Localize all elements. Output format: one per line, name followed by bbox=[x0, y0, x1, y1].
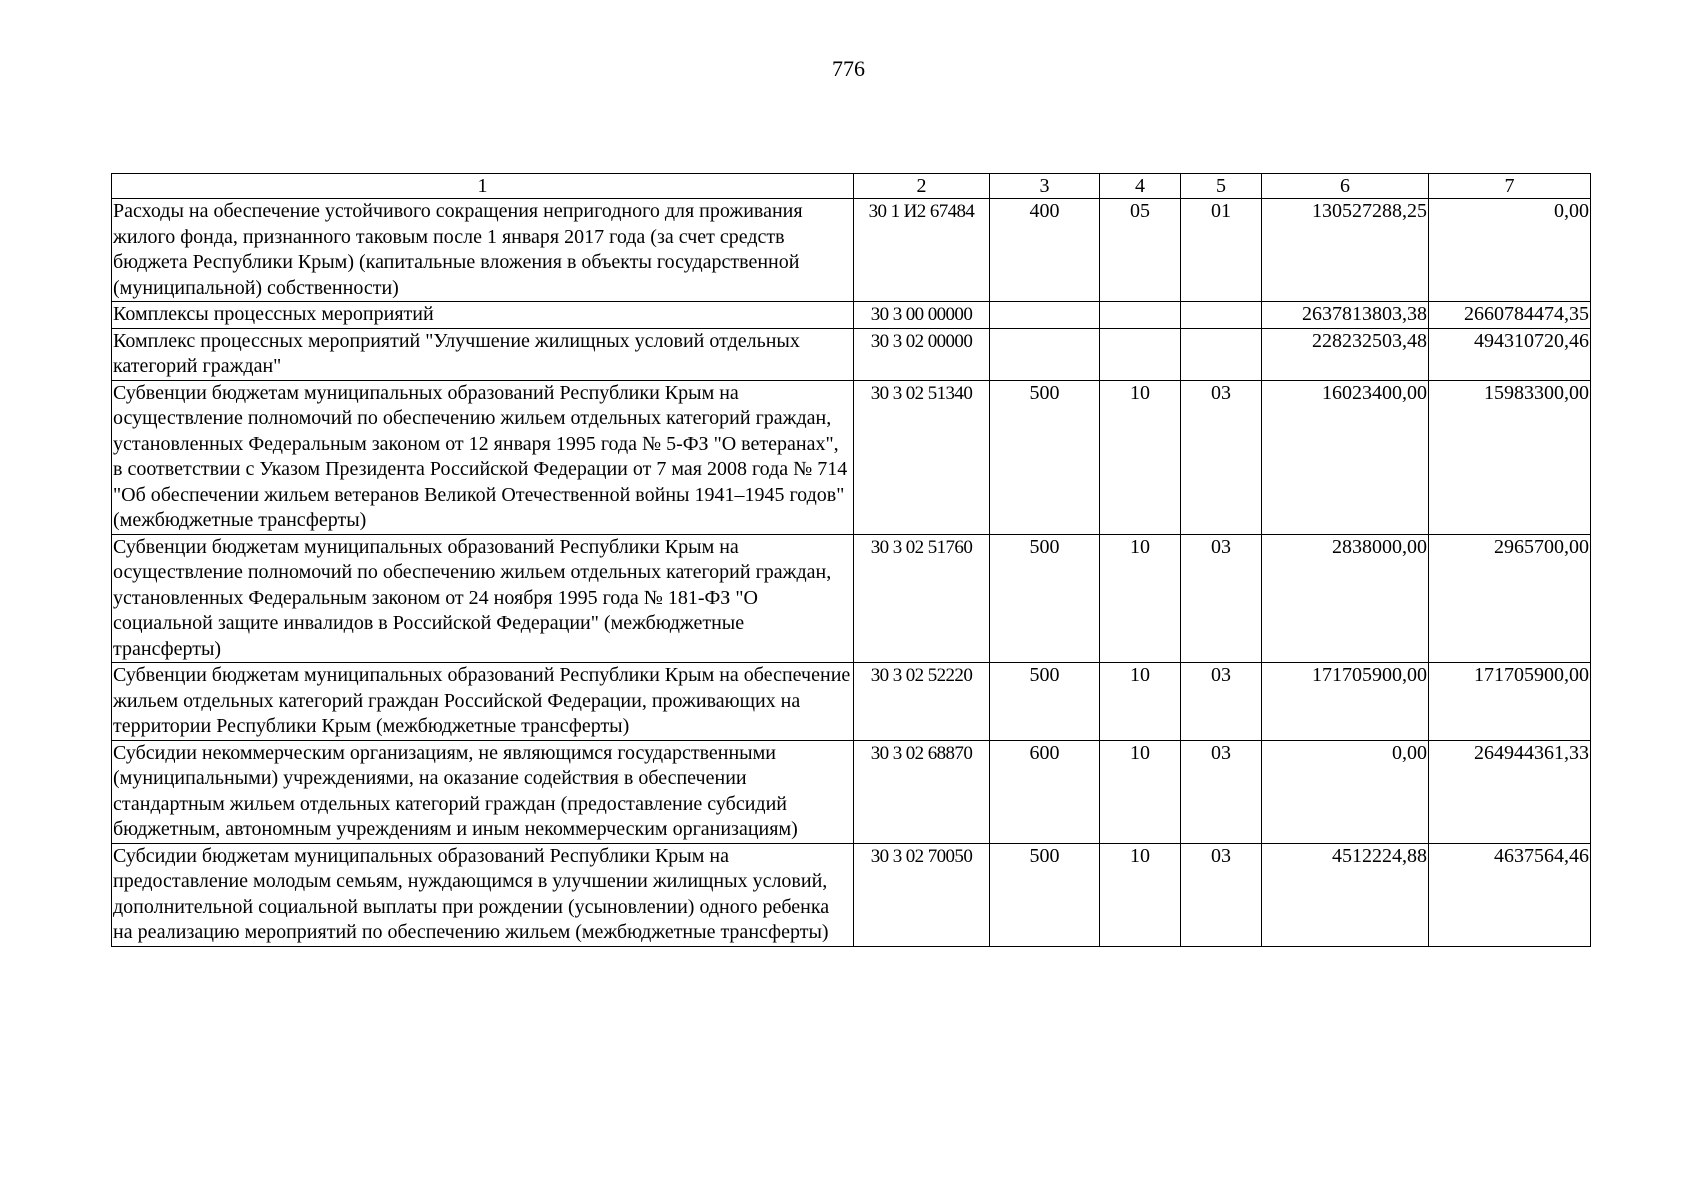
amount-year-2: 171705900,00 bbox=[1429, 663, 1591, 741]
subsection: 03 bbox=[1181, 534, 1262, 663]
section: 10 bbox=[1100, 663, 1181, 741]
expense-type bbox=[990, 328, 1100, 380]
section: 10 bbox=[1100, 740, 1181, 843]
amount-year-2: 2965700,00 bbox=[1429, 534, 1591, 663]
table-row bbox=[112, 843, 1591, 946]
amount-year-1: 2637813803,38 bbox=[1262, 302, 1429, 329]
table-row bbox=[112, 328, 1591, 380]
amount-year-1: 0,00 bbox=[1262, 740, 1429, 843]
target-article-code: 30 3 02 68870 bbox=[854, 740, 990, 843]
subsection bbox=[1181, 328, 1262, 380]
expense-name: Субвенции бюджетам муниципальных образований Республики Крым на обеспечение жильем отдельных категорий граждан Российской Федерации, проживающих на территории Республики Крым (межбюджетные трансферты) bbox=[112, 663, 854, 741]
target-article-code: 30 3 02 51340 bbox=[854, 380, 990, 534]
subsection bbox=[1181, 302, 1262, 329]
subsection: 03 bbox=[1181, 843, 1262, 946]
amount-year-1: 228232503,48 bbox=[1262, 328, 1429, 380]
section: 10 bbox=[1100, 534, 1181, 663]
amount-year-1: 171705900,00 bbox=[1262, 663, 1429, 741]
target-article-code: 30 3 02 51760 bbox=[854, 534, 990, 663]
table-row bbox=[112, 380, 1591, 534]
subsection: 03 bbox=[1181, 663, 1262, 741]
section bbox=[1100, 302, 1181, 329]
column-header: 6 bbox=[1262, 174, 1429, 199]
table-row bbox=[112, 740, 1591, 843]
table-row bbox=[112, 199, 1591, 302]
expense-type bbox=[990, 302, 1100, 329]
expense-type: 600 bbox=[990, 740, 1100, 843]
subsection: 03 bbox=[1181, 740, 1262, 843]
column-header: 1 bbox=[112, 174, 854, 199]
amount-year-2: 4637564,46 bbox=[1429, 843, 1591, 946]
amount-year-1: 4512224,88 bbox=[1262, 843, 1429, 946]
expense-name: Расходы на обеспечение устойчивого сокращения непригодного для проживания жилого фонда, признанного таковым после 1 января 2017 года (за счет средств бюджета Республики Крым) (капитальные вложения в объекты государственной (муниципальной) собственности) bbox=[112, 199, 854, 302]
table-row bbox=[112, 534, 1591, 663]
target-article-code: 30 3 02 52220 bbox=[854, 663, 990, 741]
expense-name: Субвенции бюджетам муниципальных образований Республики Крым на осуществление полномочий по обеспечению жильем отдельных категорий граждан, установленных Федеральным законом от 12 января 1995 года № 5-ФЗ "О ветеранах", в соответствии с Указом Президента Российской Федерации от 7 мая 2008 года № 714 "Об обеспечении жильем ветеранов Великой Отечественной войны 1941–1945 годов" (межбюджетные трансферты) bbox=[112, 380, 854, 534]
expense-name: Субвенции бюджетам муниципальных образований Республики Крым на осуществление полномочий по обеспечению жильем отдельных категорий граждан, установленных Федеральным законом от 24 ноября 1995 года № 181-ФЗ "О социальной защите инвалидов в Российской Федерации" (межбюджетные трансферты) bbox=[112, 534, 854, 663]
column-header: 4 bbox=[1100, 174, 1181, 199]
amount-year-2: 15983300,00 bbox=[1429, 380, 1591, 534]
expense-name: Субсидии некоммерческим организациям, не являющимся государственными (муниципальными) учреждениями, на оказание содействия в обеспечении стандартным жильем отдельных категорий граждан (предоставление субсидий бюджетным, автономным учреждениям и иным некоммерческим организациям) bbox=[112, 740, 854, 843]
amount-year-2: 0,00 bbox=[1429, 199, 1591, 302]
target-article-code: 30 1 И2 67484 bbox=[854, 199, 990, 302]
column-header: 5 bbox=[1181, 174, 1262, 199]
subsection: 03 bbox=[1181, 380, 1262, 534]
column-header: 7 bbox=[1429, 174, 1591, 199]
amount-year-2: 264944361,33 bbox=[1429, 740, 1591, 843]
amount-year-1: 16023400,00 bbox=[1262, 380, 1429, 534]
subsection: 01 bbox=[1181, 199, 1262, 302]
expense-type: 400 bbox=[990, 199, 1100, 302]
section: 10 bbox=[1100, 843, 1181, 946]
page-number: 776 bbox=[832, 56, 865, 81]
amount-year-1: 130527288,25 bbox=[1262, 199, 1429, 302]
section bbox=[1100, 328, 1181, 380]
section: 10 bbox=[1100, 380, 1181, 534]
expense-type: 500 bbox=[990, 843, 1100, 946]
column-header: 3 bbox=[990, 174, 1100, 199]
target-article-code: 30 3 02 70050 bbox=[854, 843, 990, 946]
target-article-code: 30 3 00 00000 bbox=[854, 302, 990, 329]
expense-type: 500 bbox=[990, 663, 1100, 741]
expense-name: Комплекс процессных мероприятий "Улучшение жилищных условий отдельных категорий граждан" bbox=[112, 328, 854, 380]
amount-year-2: 2660784474,35 bbox=[1429, 302, 1591, 329]
budget-table bbox=[111, 173, 1591, 947]
column-header: 2 bbox=[854, 174, 990, 199]
expense-name: Субсидии бюджетам муниципальных образований Республики Крым на предоставление молодым семьям, нуждающимся в улучшении жилищных условий, дополнительной социальной выплаты при рождении (усыновлении) одного ребенка на реализацию мероприятий по обеспечению жильем (межбюджетные трансферты) bbox=[112, 843, 854, 946]
header-row bbox=[112, 174, 1591, 199]
amount-year-2: 494310720,46 bbox=[1429, 328, 1591, 380]
target-article-code: 30 3 02 00000 bbox=[854, 328, 990, 380]
amount-year-1: 2838000,00 bbox=[1262, 534, 1429, 663]
expense-name: Комплексы процессных мероприятий bbox=[112, 302, 854, 329]
expense-type: 500 bbox=[990, 380, 1100, 534]
section: 05 bbox=[1100, 199, 1181, 302]
expense-type: 500 bbox=[990, 534, 1100, 663]
table-row bbox=[112, 663, 1591, 741]
table-row bbox=[112, 302, 1591, 329]
